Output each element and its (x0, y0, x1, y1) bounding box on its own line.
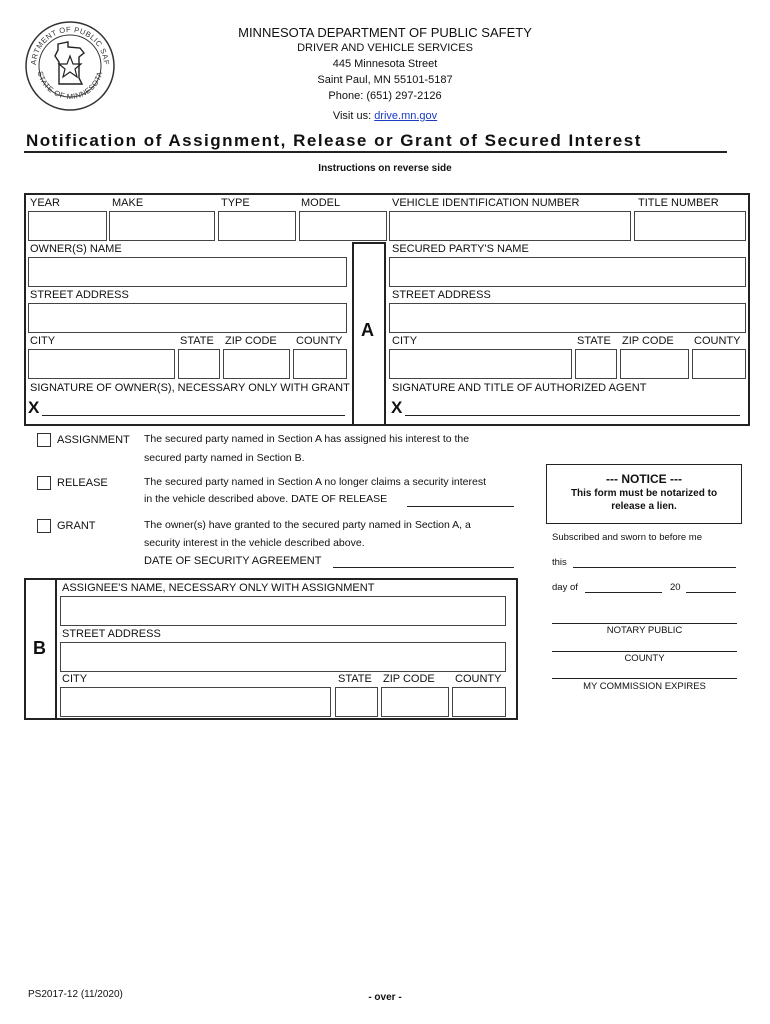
release-desc-line1: The secured party named in Section A no longer claims a security interest (144, 476, 487, 488)
assignee-county-label: COUNTY (455, 673, 502, 685)
agency-street: 445 Minnesota Street (332, 58, 438, 70)
owner-signature-x: X (28, 398, 40, 417)
owner-county-label: COUNTY (296, 335, 343, 347)
owner-signature-line[interactable] (42, 415, 345, 416)
owner-zip-field[interactable] (223, 349, 290, 379)
owner-zip-label: ZIP CODE (225, 335, 277, 347)
form-number: PS2017-12 (11/2020) (28, 989, 123, 1000)
notice-title: --- NOTICE --- (606, 472, 682, 486)
assignee-city-field[interactable] (60, 687, 331, 717)
section-a-divider-left (352, 242, 354, 426)
secured-party-name-field[interactable] (389, 257, 746, 287)
assignee-street-field[interactable] (60, 642, 506, 672)
secured-signature-line[interactable] (405, 415, 740, 416)
visit-label: Visit us: (332, 110, 375, 122)
owner-name-field[interactable] (28, 257, 347, 287)
assignee-name-field[interactable] (60, 596, 506, 626)
instructions-note: Instructions on reverse side (318, 163, 452, 174)
security-agreement-date-line[interactable] (333, 567, 514, 568)
notary-this-line[interactable] (573, 567, 736, 568)
assignee-state-label: STATE (338, 673, 372, 685)
owner-county-field[interactable] (293, 349, 347, 379)
grant-label: GRANT (57, 520, 96, 532)
owner-street-label: STREET ADDRESS (30, 289, 129, 301)
assignee-city-label: CITY (62, 673, 88, 685)
vin-field[interactable] (389, 211, 631, 241)
agency-phone: Phone: (651) 297-2126 (328, 90, 442, 102)
notary-year-line[interactable] (686, 592, 736, 593)
make-field[interactable] (109, 211, 215, 241)
notary-year-prefix: 20 (670, 582, 681, 593)
secured-signature-label: SIGNATURE AND TITLE OF AUTHORIZED AGENT (392, 382, 647, 394)
title-underline (24, 151, 727, 153)
grant-desc-line1: The owner(s) have granted to the secured party named in Section A, a (144, 519, 471, 531)
release-label: RELEASE (57, 477, 108, 489)
assignment-desc-line1: The secured party named in Section A has assigned his interest to the (144, 433, 470, 445)
assignee-county-field[interactable] (452, 687, 506, 717)
model-field[interactable] (299, 211, 387, 241)
title-number-field[interactable] (634, 211, 746, 241)
owner-state-label: STATE (180, 335, 214, 347)
assignee-zip-field[interactable] (381, 687, 449, 717)
owner-signature-label: SIGNATURE OF OWNER(S), NECESSARY ONLY WITH GRANT (30, 382, 350, 394)
section-a-letter: A (361, 320, 374, 340)
secured-street-label: STREET ADDRESS (392, 289, 491, 301)
release-desc-line2: in the vehicle described above. DATE OF RELEASE (144, 493, 388, 505)
agency-name: MINNESOTA DEPARTMENT OF PUBLIC SAFETY (238, 25, 532, 40)
commission-expires-label: MY COMMISSION EXPIRES (583, 681, 706, 692)
owner-city-label: CITY (30, 335, 56, 347)
division-name: DRIVER AND VEHICLE SERVICES (297, 42, 473, 54)
svg-text:STATE OF MINNESOTA: STATE OF MINNESOTA (35, 70, 105, 101)
secured-city-field[interactable] (389, 349, 572, 379)
grant-desc-line2: security interest in the vehicle described above. (144, 537, 365, 549)
type-field[interactable] (218, 211, 296, 241)
assignee-zip-label: ZIP CODE (383, 673, 435, 685)
over-indicator: - over - (368, 992, 402, 1003)
title-number-label: TITLE NUMBER (638, 197, 719, 209)
notary-this-label: this (552, 557, 567, 568)
secured-signature-x: X (391, 398, 403, 417)
assignee-street-label: STREET ADDRESS (62, 628, 161, 640)
assignment-label: ASSIGNMENT (57, 434, 130, 446)
notice-line2: release a lien. (611, 501, 677, 512)
section-b-letter: B (33, 638, 46, 658)
notary-county-line[interactable] (552, 651, 737, 652)
release-checkbox[interactable] (37, 476, 51, 490)
notary-county-label: COUNTY (624, 653, 665, 664)
notary-public-label: NOTARY PUBLIC (606, 625, 683, 636)
notary-public-line[interactable] (552, 623, 737, 624)
secured-state-field[interactable] (575, 349, 617, 379)
agency-city: Saint Paul, MN 55101-5187 (317, 74, 453, 86)
commission-expires-line[interactable] (552, 678, 737, 679)
assignment-checkbox[interactable] (37, 433, 51, 447)
vin-label: VEHICLE IDENTIFICATION NUMBER (392, 197, 580, 209)
owner-state-field[interactable] (178, 349, 220, 379)
notary-day-of-label: day of (552, 582, 578, 593)
notary-subscribed-text: Subscribed and sworn to before me (552, 532, 702, 543)
year-label: YEAR (30, 197, 60, 209)
secured-zip-label: ZIP CODE (622, 335, 674, 347)
svg-text:DEPARTMENT OF PUBLIC SAFETY: ARTMENT OF PUBLIC SAF (28, 24, 112, 66)
secured-state-label: STATE (577, 335, 611, 347)
grant-checkbox[interactable] (37, 519, 51, 533)
owner-name-label: OWNER(S) NAME (30, 243, 122, 255)
secured-zip-field[interactable] (620, 349, 689, 379)
section-b-divider (55, 578, 57, 720)
owner-city-field[interactable] (28, 349, 175, 379)
make-label: MAKE (112, 197, 144, 209)
type-label: TYPE (221, 197, 250, 209)
secured-city-label: CITY (392, 335, 418, 347)
form-title: Notification of Assignment, Release or Grant of Secured Interest (26, 131, 642, 150)
section-a-divider-top (352, 242, 386, 244)
secured-county-label: COUNTY (694, 335, 741, 347)
visit-line (0, 110, 770, 122)
secured-party-name-label: SECURED PARTY'S NAME (392, 243, 529, 255)
assignee-state-field[interactable] (335, 687, 378, 717)
assignment-desc-line2: secured party named in Section B. (144, 452, 305, 464)
security-agreement-date-label: DATE OF SECURITY AGREEMENT (144, 555, 322, 567)
assignee-name-label: ASSIGNEE'S NAME, NECESSARY ONLY WITH ASSIGNMENT (62, 582, 375, 594)
year-field[interactable] (28, 211, 107, 241)
section-a-divider-right (384, 242, 386, 426)
secured-street-field[interactable] (389, 303, 746, 333)
notary-day-line[interactable] (585, 592, 662, 593)
owner-street-field[interactable] (28, 303, 347, 333)
date-of-release-line[interactable] (407, 506, 514, 507)
website-link[interactable]: drive.mn.gov (374, 110, 438, 122)
model-label: MODEL (301, 197, 341, 209)
notice-line1: This form must be notarized to (570, 488, 718, 499)
secured-county-field[interactable] (692, 349, 746, 379)
